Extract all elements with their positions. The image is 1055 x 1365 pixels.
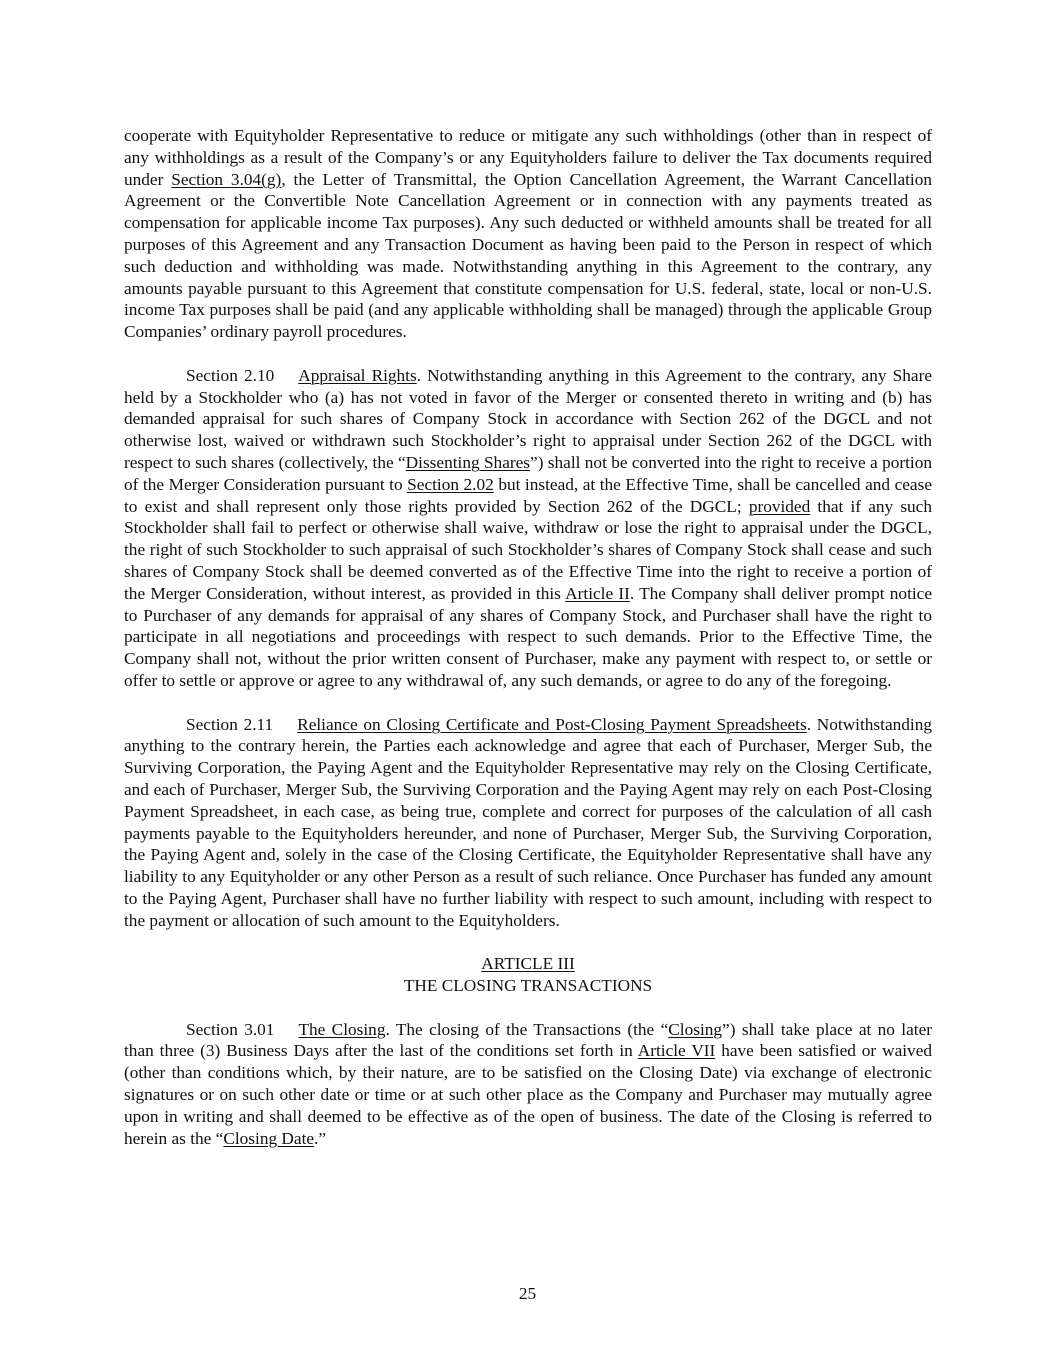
paragraph-withholding: cooperate with Equityholder Representative to reduce or mitigate any such withholdings (other than in respect of any withholdings as a result of the Company’s or any Equityholders failure to deliver the Tax documents required under Section 3.04(g), the Letter of Transmittal, the Option Cancellation Agreement, the Warrant Cancellation Agreement or the Convertible Note Cancellation Agreement or in connection with any payments treated as compensation for applicable income Tax purposes). Any such deducted or withheld amounts shall be treated for all purposes of this Agreement and any Transaction Document as having been paid to the Person in respect of which such deduction and withholding was made. Notwithstanding anything in this Agreement to the contrary, any amounts payable pursuant to this Agreement that constitute compensation for U.S. federal, state, local or non-U.S. income Tax purposes shall be paid (and any applicable withholding shall be managed) through the applicable Group Companies’ ordinary payroll procedures.	[124, 126, 932, 342]
section-heading: The Closing	[298, 1019, 386, 1039]
section-2-10-paragraph: Section 2.10 Appraisal Rights. Notwithstanding anything in this Agreement to the contrary, any Share held by a Stockholder who (a) has not voted in favor of the Merger or consented thereto in writing and (b) has demanded appraisal for such shares of Company Stock in accordance with Section 262 of the DGCL and not otherwise lost, waived or withdrawn such Stockholder’s right to appraisal under Section 262 of the DGCL with respect to such shares (collectively, the “Dissenting Shares”) shall not be converted into the right to receive a portion of the Merger Consideration pursuant to Section 2.02 but instead, at the Effective Time, shall be cancelled and cease to exist and shall represent only those rights provided by Section 262 of the DGCL; provided that if any such Stockholder shall fail to perfect or otherwise shall waive, withdraw or lose the right to appraisal under the DGCL, the right of such Stockholder to such appraisal of such Stockholder’s shares of Company Stock shall cease and such shares of Company Stock shall be deemed converted as of the Effective Time into the right to receive a portion of the Merger Consideration, without interest, as provided in this Article II. The Company shall deliver prompt notice to Purchaser of any demands for appraisal of any shares of Company Stock, and Purchaser shall have the right to participate in all negotiations and proceedings with respect to such demands. Prior to the Effective Time, the Company shall not, without the prior written consent of Purchaser, make any payment with respect to, or settle or offer to settle or approve or agree to any withdrawal of, any such demands, or agree to do any of the foregoing.	[124, 365, 933, 690]
defined-term: provided	[748, 496, 811, 516]
cross-reference: Section 2.02	[407, 474, 494, 494]
page-number: 25	[518, 1284, 537, 1303]
article-title: THE CLOSING TRANSACTIONS	[403, 976, 653, 996]
article-number: ARTICLE III	[481, 954, 575, 974]
cross-reference: Article VII	[637, 1041, 716, 1061]
section-number: Section 2.11	[186, 714, 274, 734]
defined-term: Closing	[668, 1019, 723, 1039]
article-heading	[124, 953, 932, 997]
section-heading: Appraisal Rights	[298, 365, 417, 385]
section-number: Section 2.10	[186, 365, 275, 385]
section-number: Section 3.01	[186, 1019, 275, 1039]
cross-reference: Section 3.04(g)	[171, 169, 282, 189]
document-page	[124, 125, 932, 1171]
section-2-11-paragraph: Section 2.11 Reliance on Closing Certificate and Post-Closing Payment Spreadsheets. Notwithstanding anything to the contrary herein, the Parties each acknowledge and agree that each of Purchaser, Merger Sub, the Surviving Corporation, the Paying Agent and the Equityholder Representative may rely on the Closing Certificate, and each of Purchaser, Merger Sub, the Surviving Corporation and the Paying Agent may rely on each Post-Closing Payment Spreadsheet, in each case, as being true, complete and correct for purposes of the calculation of all cash payments payable to the Equityholders hereunder, and none of Purchaser, Merger Sub, the Surviving Corporation, the Paying Agent and, solely in the case of the Closing Certificate, the Equityholder Representative shall have any liability to any Equityholder or any other Person as a result of such reliance. Once Purchaser has funded any amount to the Paying Agent, Purchaser shall have no further liability with respect to such amount, including with respect to the payment or allocation of such amount to the Equityholders.	[124, 714, 932, 930]
cross-reference: Article II	[565, 583, 630, 603]
section-3-01-paragraph: Section 3.01 The Closing. The closing of the Transactions (the “Closing”) shall take place at no later than three (3) Business Days after the last of the conditions set forth in Article VII have been satisfied or waived (other than conditions which, by their nature, are to be satisfied on the Closing Date) via exchange of electronic signatures or on such other date or time or at such other place as the Company and Purchaser may mutually agree upon in writing and shall deemed to be effective as of the open of business. The date of the Closing is referred to herein as the “Closing Date.”	[124, 1019, 933, 1148]
section-heading: Reliance on Closing Certificate and Post-Closing Payment Spreadsheets	[297, 714, 807, 734]
defined-term: Closing Date	[223, 1128, 315, 1148]
defined-term: Dissenting Shares	[405, 452, 531, 472]
